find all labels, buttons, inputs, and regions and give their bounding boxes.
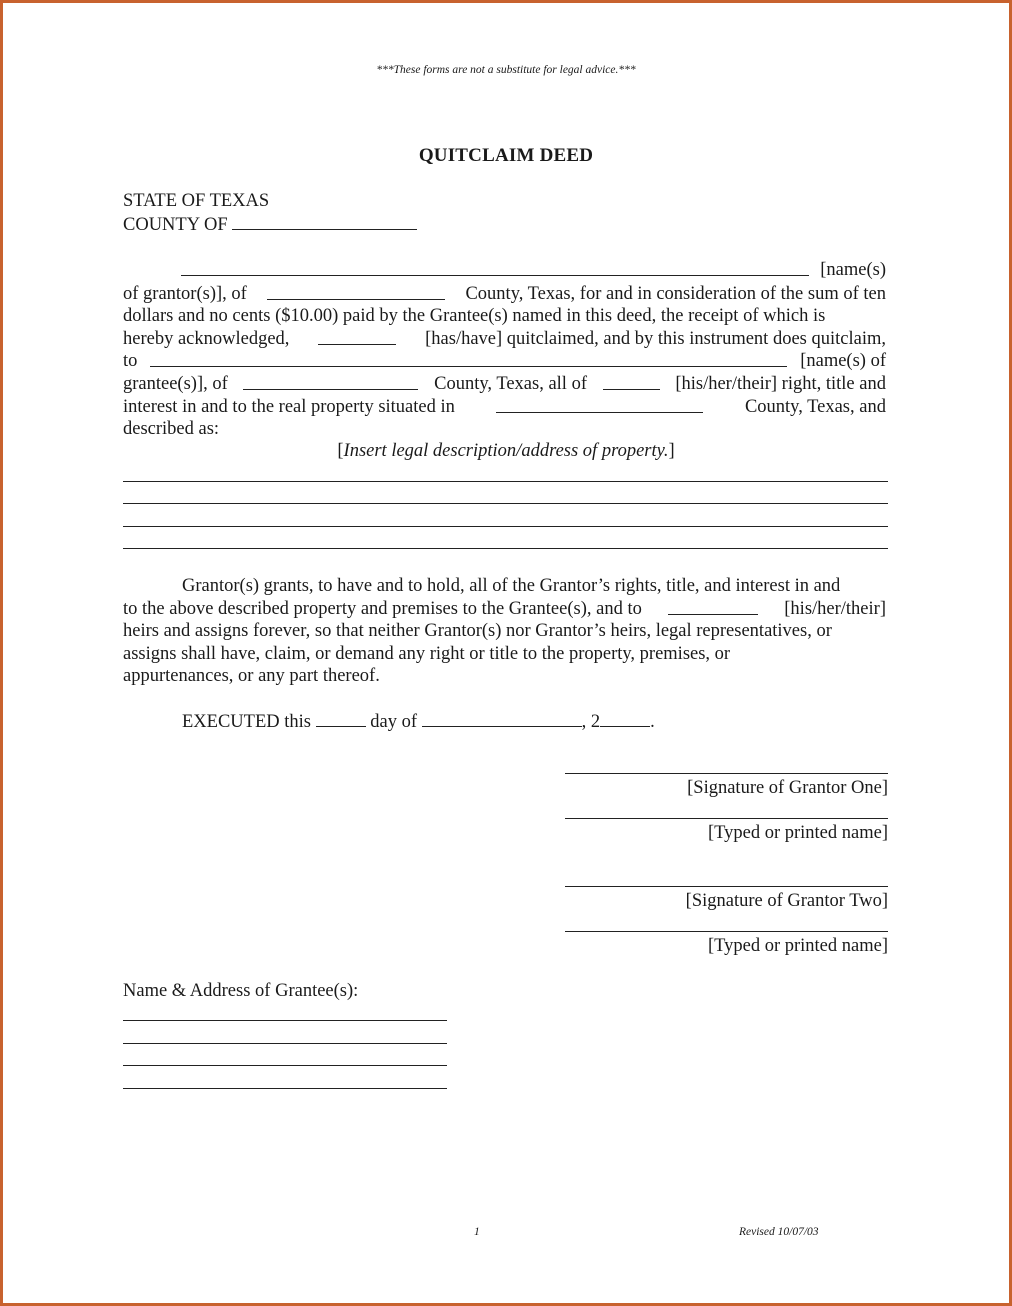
- executed-year-field[interactable]: [600, 710, 650, 727]
- page-number: 1: [474, 1226, 480, 1238]
- legal-description-line-4[interactable]: [123, 548, 888, 549]
- para2-line-3: heirs and assigns forever, so that neither Grantor(s) nor Grantor’s heirs, legal representatives, or: [123, 621, 832, 642]
- legal-description-prompt: [Insert legal description/address of property.]: [337, 441, 675, 461]
- grantee-county-field[interactable]: [243, 373, 418, 390]
- property-county-field[interactable]: [496, 396, 703, 413]
- grantor-one-signature-line[interactable]: [565, 773, 888, 774]
- para2-line-1: Grantor(s) grants, to have and to hold, all of the Grantor’s rights, title, and interest in and: [182, 576, 841, 596]
- legal-description-line-2[interactable]: [123, 503, 888, 504]
- para1-line-7: interest in and to the real property situated in County, Texas, and: [123, 396, 886, 417]
- grantor-two-signature-label: [Signature of Grantor Two]: [685, 891, 888, 911]
- paragraph-1: [123, 259, 886, 441]
- grantor-two-signature-line[interactable]: [565, 886, 888, 887]
- grantor-one-printed-name-line[interactable]: [565, 818, 888, 819]
- para2-line-5: appurtenances, or any part thereof.: [123, 666, 380, 687]
- grantor-name-field[interactable]: [181, 259, 809, 276]
- para1-line-4: hereby acknowledged, [has/have] quitclaimed, and by this instrument does quitclaim,: [123, 328, 886, 349]
- grantor-two-printed-name-label: [Typed or printed name]: [707, 936, 888, 956]
- grantee-name-field[interactable]: [150, 350, 787, 367]
- his-her-their-field-1[interactable]: [603, 373, 660, 390]
- county-line: [123, 213, 417, 237]
- paragraph-2: [123, 575, 886, 688]
- revision-date: Revised 10/07/03: [739, 1226, 819, 1238]
- grantee-address-line-2[interactable]: [123, 1043, 447, 1044]
- grantor-county-field[interactable]: [267, 283, 445, 300]
- executed-day-field[interactable]: [316, 710, 366, 727]
- document-title: QUITCLAIM DEED: [418, 145, 594, 166]
- county-field[interactable]: [232, 213, 417, 230]
- his-her-their-field-2[interactable]: [668, 598, 758, 615]
- legal-description-line-3[interactable]: [123, 526, 888, 527]
- grantor-two-printed-name-line[interactable]: [565, 931, 888, 932]
- state-line: STATE OF TEXAS: [123, 191, 270, 211]
- grantee-address-line-1[interactable]: [123, 1020, 447, 1021]
- para1-line-3: dollars and no cents ($10.00) paid by the Grantee(s) named in this deed, the receipt of which is: [123, 306, 826, 327]
- grantee-address-line-3[interactable]: [123, 1065, 447, 1066]
- para1-line-2: of grantor(s)], of County, Texas, for and in consideration of the sum of ten: [123, 283, 886, 304]
- county-label: COUNTY OF: [123, 215, 228, 235]
- para1-line-5: to [name(s) of: [123, 351, 886, 372]
- has-have-field[interactable]: [318, 328, 396, 345]
- para1-line-1: [name(s): [123, 259, 886, 283]
- grantor-one-signature-label: [Signature of Grantor One]: [687, 778, 888, 798]
- executed-line: EXECUTED this day of , 2 .: [182, 712, 655, 732]
- para2-line-4: assigns shall have, claim, or demand any right or title to the property, premises, or: [123, 643, 731, 664]
- disclaimer-note: ***These forms are not a substitute for legal advice.***: [376, 64, 636, 76]
- grantee-address-label: Name & Address of Grantee(s):: [123, 981, 359, 1001]
- legal-description-line-1[interactable]: [123, 481, 888, 482]
- grantor-one-printed-name-label: [Typed or printed name]: [707, 823, 888, 843]
- para1-line-8: described as:: [123, 419, 220, 440]
- para1-line-6: grantee(s)], of County, Texas, all of [his/her/their] right, title and: [123, 373, 886, 394]
- grantee-address-line-4[interactable]: [123, 1088, 447, 1089]
- para2-line-2: to the above described property and premises to the Grantee(s), and to [his/her/their]: [123, 598, 886, 619]
- executed-month-field[interactable]: [422, 710, 582, 727]
